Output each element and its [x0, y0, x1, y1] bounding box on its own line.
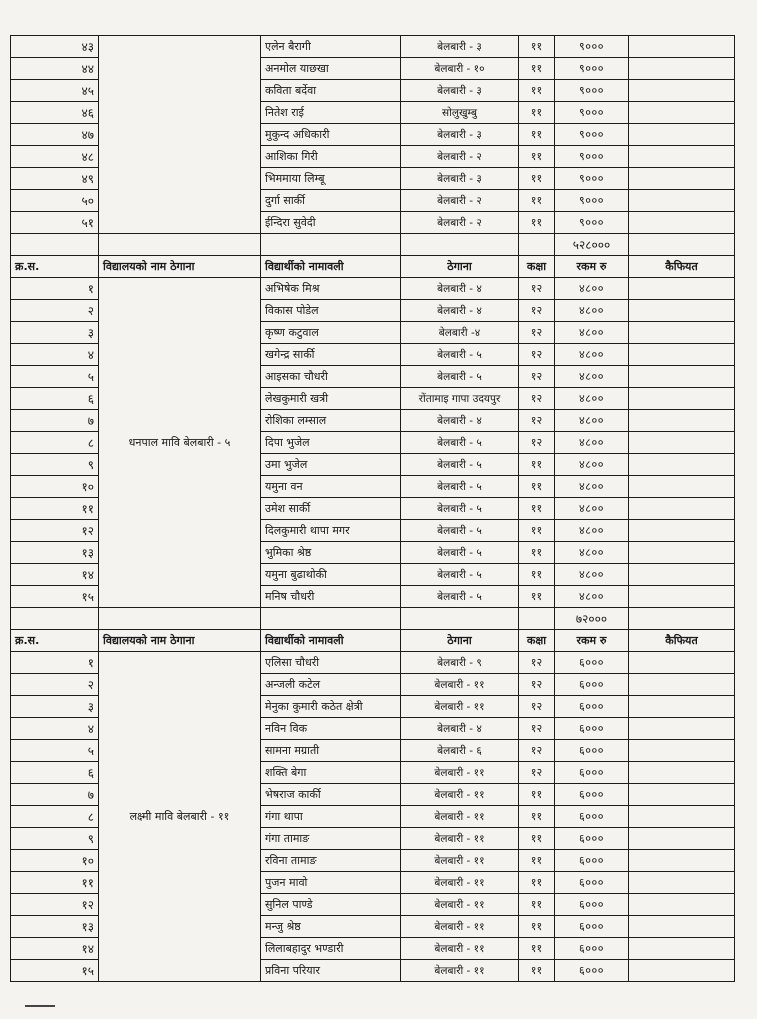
- remarks-cell: [629, 652, 735, 674]
- address-cell: बेलबारी - ५: [401, 542, 519, 564]
- remarks-cell: [629, 58, 735, 80]
- amount-cell: ४८००: [555, 520, 629, 542]
- address-cell: बेलबारी - ९: [401, 652, 519, 674]
- class-cell: १२: [519, 762, 555, 784]
- serial-cell: ९: [11, 828, 99, 850]
- student-name-cell: ईन्दिरा सुवेदी: [261, 212, 401, 234]
- total-amount-cell: ५२८०००: [555, 234, 629, 256]
- class-cell: १२: [519, 696, 555, 718]
- amount-cell: ९०००: [555, 36, 629, 58]
- address-cell: बेलबारी - ११: [401, 784, 519, 806]
- amount-cell: ६०००: [555, 916, 629, 938]
- class-cell: ११: [519, 872, 555, 894]
- student-name-cell: आशिका गिरी: [261, 146, 401, 168]
- student-name-cell: उमेश सार्की: [261, 498, 401, 520]
- address-cell: बेलबारी - ५: [401, 476, 519, 498]
- remarks-cell: [629, 102, 735, 124]
- amount-cell: ९०००: [555, 80, 629, 102]
- remarks-cell: [629, 674, 735, 696]
- remarks-cell: [629, 542, 735, 564]
- class-cell: ११: [519, 828, 555, 850]
- remarks-cell: [629, 168, 735, 190]
- class-cell: ११: [519, 586, 555, 608]
- address-cell: बेलबारी - ११: [401, 916, 519, 938]
- student-name-cell: भेषराज कार्की: [261, 784, 401, 806]
- address-cell: बेलबारी - ११: [401, 674, 519, 696]
- amount-cell: ६०००: [555, 872, 629, 894]
- address-cell: बेलबारी - ४: [401, 718, 519, 740]
- serial-cell: ४५: [11, 80, 99, 102]
- amount-cell: ४८००: [555, 388, 629, 410]
- class-cell: ११: [519, 520, 555, 542]
- amount-cell: ९०००: [555, 146, 629, 168]
- remarks-cell: [629, 894, 735, 916]
- address-cell: बेलबारी - ५: [401, 366, 519, 388]
- amount-cell: ९०००: [555, 102, 629, 124]
- header-student: विद्यार्थीको नामावली: [261, 256, 401, 278]
- school-cell: लक्ष्मी मावि बेलबारी - ११: [99, 652, 261, 982]
- class-cell: १२: [519, 300, 555, 322]
- header-serial: क्र.स.: [11, 256, 99, 278]
- header-serial: क्र.स.: [11, 630, 99, 652]
- total-blank-cell: [261, 608, 401, 630]
- table-row: [11, 36, 735, 58]
- remarks-cell: [629, 828, 735, 850]
- remarks-cell: [629, 762, 735, 784]
- table-body: [11, 36, 735, 982]
- remarks-cell: [629, 938, 735, 960]
- class-cell: ११: [519, 806, 555, 828]
- student-name-cell: अन्जली कटेल: [261, 674, 401, 696]
- remarks-cell: [629, 454, 735, 476]
- serial-cell: ४८: [11, 146, 99, 168]
- address-cell: बेलबारी - ११: [401, 850, 519, 872]
- amount-cell: ४८००: [555, 278, 629, 300]
- student-name-cell: अनमोल याछखा: [261, 58, 401, 80]
- amount-cell: ६०००: [555, 674, 629, 696]
- serial-cell: ५: [11, 740, 99, 762]
- remarks-cell: [629, 124, 735, 146]
- header-remarks: कैफियत: [629, 630, 735, 652]
- remarks-cell: [629, 366, 735, 388]
- amount-cell: ४८००: [555, 300, 629, 322]
- student-name-cell: लिलाबहादुर भण्डारी: [261, 938, 401, 960]
- amount-cell: ४८००: [555, 432, 629, 454]
- serial-cell: ४: [11, 718, 99, 740]
- address-cell: बेलबारी - ४: [401, 410, 519, 432]
- class-cell: ११: [519, 124, 555, 146]
- serial-cell: १२: [11, 520, 99, 542]
- student-name-cell: भिममाया लिम्बू: [261, 168, 401, 190]
- student-name-cell: रविना तामाङ: [261, 850, 401, 872]
- address-cell: बेलबारी - ११: [401, 828, 519, 850]
- remarks-cell: [629, 36, 735, 58]
- remarks-cell: [629, 850, 735, 872]
- serial-cell: ९: [11, 454, 99, 476]
- serial-cell: ४७: [11, 124, 99, 146]
- class-cell: १२: [519, 740, 555, 762]
- amount-cell: ६०००: [555, 784, 629, 806]
- total-row: [11, 608, 735, 630]
- amount-cell: ४८००: [555, 344, 629, 366]
- serial-cell: ५०: [11, 190, 99, 212]
- header-address: ठेगाना: [401, 256, 519, 278]
- address-cell: बेलबारी - २: [401, 190, 519, 212]
- address-cell: बेलबारी - ५: [401, 586, 519, 608]
- class-cell: १२: [519, 322, 555, 344]
- address-cell: बेलबारी - ५: [401, 498, 519, 520]
- remarks-cell: [629, 696, 735, 718]
- serial-cell: ४६: [11, 102, 99, 124]
- remarks-cell: [629, 432, 735, 454]
- remarks-cell: [629, 520, 735, 542]
- header-student: विद्यार्थीको नामावली: [261, 630, 401, 652]
- remarks-cell: [629, 586, 735, 608]
- header-remarks: कैफियत: [629, 256, 735, 278]
- remarks-cell: [629, 784, 735, 806]
- address-cell: बेलबारी - ५: [401, 432, 519, 454]
- serial-cell: १: [11, 652, 99, 674]
- address-cell: बेलबारी - ११: [401, 960, 519, 982]
- remarks-cell: [629, 212, 735, 234]
- total-blank-cell: [11, 234, 99, 256]
- address-cell: बेलबारी - ११: [401, 938, 519, 960]
- serial-cell: १: [11, 278, 99, 300]
- remarks-cell: [629, 146, 735, 168]
- student-name-cell: पुजन मावो: [261, 872, 401, 894]
- total-row: [11, 234, 735, 256]
- school-cell: [99, 36, 261, 234]
- class-cell: १२: [519, 432, 555, 454]
- serial-cell: १०: [11, 850, 99, 872]
- total-blank-cell: [629, 608, 735, 630]
- total-blank-cell: [519, 608, 555, 630]
- header-class: कक्षा: [519, 256, 555, 278]
- student-name-cell: एलिसा चौधरी: [261, 652, 401, 674]
- serial-cell: ५१: [11, 212, 99, 234]
- student-name-cell: यमुना बुढाथोकी: [261, 564, 401, 586]
- remarks-cell: [629, 498, 735, 520]
- serial-cell: ४: [11, 344, 99, 366]
- amount-cell: ४८००: [555, 366, 629, 388]
- remarks-cell: [629, 80, 735, 102]
- address-cell: रोंतामाइ गापा उदयपुर: [401, 388, 519, 410]
- total-blank-cell: [99, 608, 261, 630]
- address-cell: बेलबारी - ४: [401, 278, 519, 300]
- student-name-cell: लेखकुमारी खत्री: [261, 388, 401, 410]
- remarks-cell: [629, 960, 735, 982]
- student-name-cell: आइसका चौधरी: [261, 366, 401, 388]
- total-blank-cell: [401, 234, 519, 256]
- remarks-cell: [629, 718, 735, 740]
- serial-cell: ११: [11, 498, 99, 520]
- remarks-cell: [629, 564, 735, 586]
- table-row: [11, 652, 735, 674]
- amount-cell: ४८००: [555, 564, 629, 586]
- address-cell: बेलबारी - ४: [401, 300, 519, 322]
- serial-cell: ४३: [11, 36, 99, 58]
- class-cell: ११: [519, 894, 555, 916]
- total-blank-cell: [261, 234, 401, 256]
- serial-cell: ५: [11, 366, 99, 388]
- address-cell: बेलबारी - ११: [401, 872, 519, 894]
- address-cell: बेलबारी - १०: [401, 58, 519, 80]
- address-cell: बेलबारी - ६: [401, 740, 519, 762]
- student-name-cell: कृष्ण कटुवाल: [261, 322, 401, 344]
- class-cell: ११: [519, 36, 555, 58]
- class-cell: ११: [519, 454, 555, 476]
- serial-cell: १५: [11, 586, 99, 608]
- header-amount: रकम रु: [555, 630, 629, 652]
- serial-cell: १३: [11, 542, 99, 564]
- address-cell: बेलबारी - ११: [401, 806, 519, 828]
- amount-cell: ६०००: [555, 960, 629, 982]
- class-cell: १२: [519, 278, 555, 300]
- class-cell: १२: [519, 410, 555, 432]
- student-name-cell: अभिषेक मिश्र: [261, 278, 401, 300]
- serial-cell: ११: [11, 872, 99, 894]
- class-cell: ११: [519, 938, 555, 960]
- class-cell: ११: [519, 476, 555, 498]
- class-cell: ११: [519, 146, 555, 168]
- class-cell: ११: [519, 80, 555, 102]
- student-name-cell: शक्ति बेगा: [261, 762, 401, 784]
- amount-cell: ४८००: [555, 542, 629, 564]
- student-name-cell: दुर्गा सार्की: [261, 190, 401, 212]
- student-name-cell: सामना मग्राती: [261, 740, 401, 762]
- amount-cell: ६०००: [555, 828, 629, 850]
- amount-cell: ६०००: [555, 652, 629, 674]
- student-name-cell: कविता बर्देवा: [261, 80, 401, 102]
- class-cell: ११: [519, 102, 555, 124]
- address-cell: बेलबारी - ११: [401, 696, 519, 718]
- footer-mark: [25, 1005, 55, 1007]
- remarks-cell: [629, 916, 735, 938]
- serial-cell: १२: [11, 894, 99, 916]
- amount-cell: ४८००: [555, 322, 629, 344]
- student-name-cell: खगेन्द्र सार्की: [261, 344, 401, 366]
- amount-cell: ९०००: [555, 168, 629, 190]
- amount-cell: ६०००: [555, 762, 629, 784]
- total-blank-cell: [401, 608, 519, 630]
- student-name-cell: नितेश राई: [261, 102, 401, 124]
- remarks-cell: [629, 740, 735, 762]
- amount-cell: ६०००: [555, 938, 629, 960]
- amount-cell: ६०००: [555, 894, 629, 916]
- student-name-cell: गंगा थापा: [261, 806, 401, 828]
- amount-cell: ४८००: [555, 586, 629, 608]
- total-blank-cell: [629, 234, 735, 256]
- address-cell: बेलबारी - ५: [401, 344, 519, 366]
- amount-cell: ४८००: [555, 498, 629, 520]
- amount-cell: ९०००: [555, 58, 629, 80]
- class-cell: ११: [519, 850, 555, 872]
- student-name-cell: उमा भुजेल: [261, 454, 401, 476]
- student-name-cell: एलेन बैरागी: [261, 36, 401, 58]
- address-cell: बेलबारी - ३: [401, 80, 519, 102]
- student-name-cell: सुनिल पाण्डे: [261, 894, 401, 916]
- amount-cell: ६०००: [555, 696, 629, 718]
- address-cell: बेलबारी - ३: [401, 168, 519, 190]
- address-cell: बेलबारी - ५: [401, 564, 519, 586]
- serial-cell: ७: [11, 410, 99, 432]
- student-name-cell: प्रविना परियार: [261, 960, 401, 982]
- remarks-cell: [629, 872, 735, 894]
- student-name-cell: मुकुन्द अधिकारी: [261, 124, 401, 146]
- serial-cell: ६: [11, 388, 99, 410]
- header-row: [11, 256, 735, 278]
- serial-cell: ७: [11, 784, 99, 806]
- serial-cell: ३: [11, 696, 99, 718]
- student-name-cell: गंगा तामाङ: [261, 828, 401, 850]
- amount-cell: ६०००: [555, 740, 629, 762]
- address-cell: सोलुखुम्बु: [401, 102, 519, 124]
- student-name-cell: दिपा भुजेल: [261, 432, 401, 454]
- remarks-cell: [629, 300, 735, 322]
- class-cell: १२: [519, 366, 555, 388]
- amount-cell: ४८००: [555, 476, 629, 498]
- header-school: विद्यालयको नाम ठेगाना: [99, 256, 261, 278]
- student-name-cell: मनिष चौधरी: [261, 586, 401, 608]
- serial-cell: ८: [11, 432, 99, 454]
- class-cell: ११: [519, 212, 555, 234]
- amount-cell: ६०००: [555, 806, 629, 828]
- amount-cell: ६०००: [555, 718, 629, 740]
- address-cell: बेलबारी - ११: [401, 894, 519, 916]
- total-amount-cell: ७२०००: [555, 608, 629, 630]
- remarks-cell: [629, 190, 735, 212]
- address-cell: बेलबारी - ३: [401, 36, 519, 58]
- serial-cell: ६: [11, 762, 99, 784]
- table-row: [11, 278, 735, 300]
- remarks-cell: [629, 476, 735, 498]
- serial-cell: १४: [11, 938, 99, 960]
- class-cell: ११: [519, 190, 555, 212]
- class-cell: ११: [519, 916, 555, 938]
- class-cell: १२: [519, 344, 555, 366]
- remarks-cell: [629, 388, 735, 410]
- class-cell: १२: [519, 388, 555, 410]
- student-name-cell: विकास पोडेल: [261, 300, 401, 322]
- serial-cell: ४४: [11, 58, 99, 80]
- total-blank-cell: [11, 608, 99, 630]
- amount-cell: ९०००: [555, 190, 629, 212]
- student-name-cell: रोशिका लम्साल: [261, 410, 401, 432]
- header-school: विद्यालयको नाम ठेगाना: [99, 630, 261, 652]
- class-cell: ११: [519, 542, 555, 564]
- amount-cell: ६०००: [555, 850, 629, 872]
- address-cell: बेलबारी - ११: [401, 762, 519, 784]
- header-amount: रकम रु: [555, 256, 629, 278]
- class-cell: ११: [519, 784, 555, 806]
- serial-cell: २: [11, 300, 99, 322]
- amount-cell: ९०००: [555, 124, 629, 146]
- address-cell: बेलबारी - ३: [401, 124, 519, 146]
- student-name-cell: भुमिका श्रेष्ठ: [261, 542, 401, 564]
- school-cell: धनपाल मावि बेलबारी - ५: [99, 278, 261, 608]
- serial-cell: १५: [11, 960, 99, 982]
- student-name-cell: मन्जु श्रेष्ठ: [261, 916, 401, 938]
- address-cell: बेलबारी - २: [401, 212, 519, 234]
- class-cell: १२: [519, 652, 555, 674]
- student-name-cell: दिलकुमारी थापा मगर: [261, 520, 401, 542]
- class-cell: १२: [519, 718, 555, 740]
- remarks-cell: [629, 410, 735, 432]
- serial-cell: ३: [11, 322, 99, 344]
- class-cell: १२: [519, 674, 555, 696]
- class-cell: ११: [519, 960, 555, 982]
- total-blank-cell: [99, 234, 261, 256]
- serial-cell: ४९: [11, 168, 99, 190]
- serial-cell: १०: [11, 476, 99, 498]
- address-cell: बेलबारी -४: [401, 322, 519, 344]
- address-cell: बेलबारी - ५: [401, 454, 519, 476]
- student-name-cell: मेनुका कुमारी कठेत क्षेत्री: [261, 696, 401, 718]
- serial-cell: १३: [11, 916, 99, 938]
- address-cell: बेलबारी - ५: [401, 520, 519, 542]
- header-address: ठेगाना: [401, 630, 519, 652]
- serial-cell: १४: [11, 564, 99, 586]
- serial-cell: ८: [11, 806, 99, 828]
- remarks-cell: [629, 322, 735, 344]
- class-cell: ११: [519, 58, 555, 80]
- amount-cell: ४८००: [555, 410, 629, 432]
- class-cell: ११: [519, 564, 555, 586]
- amount-cell: ९०००: [555, 212, 629, 234]
- serial-cell: २: [11, 674, 99, 696]
- remarks-cell: [629, 344, 735, 366]
- total-blank-cell: [519, 234, 555, 256]
- remarks-cell: [629, 278, 735, 300]
- scholarship-table: [10, 35, 735, 982]
- student-name-cell: यमुना वन: [261, 476, 401, 498]
- class-cell: ११: [519, 498, 555, 520]
- header-class: कक्षा: [519, 630, 555, 652]
- header-row: [11, 630, 735, 652]
- address-cell: बेलबारी - २: [401, 146, 519, 168]
- amount-cell: ४८००: [555, 454, 629, 476]
- student-name-cell: नविन विक: [261, 718, 401, 740]
- remarks-cell: [629, 806, 735, 828]
- class-cell: ११: [519, 168, 555, 190]
